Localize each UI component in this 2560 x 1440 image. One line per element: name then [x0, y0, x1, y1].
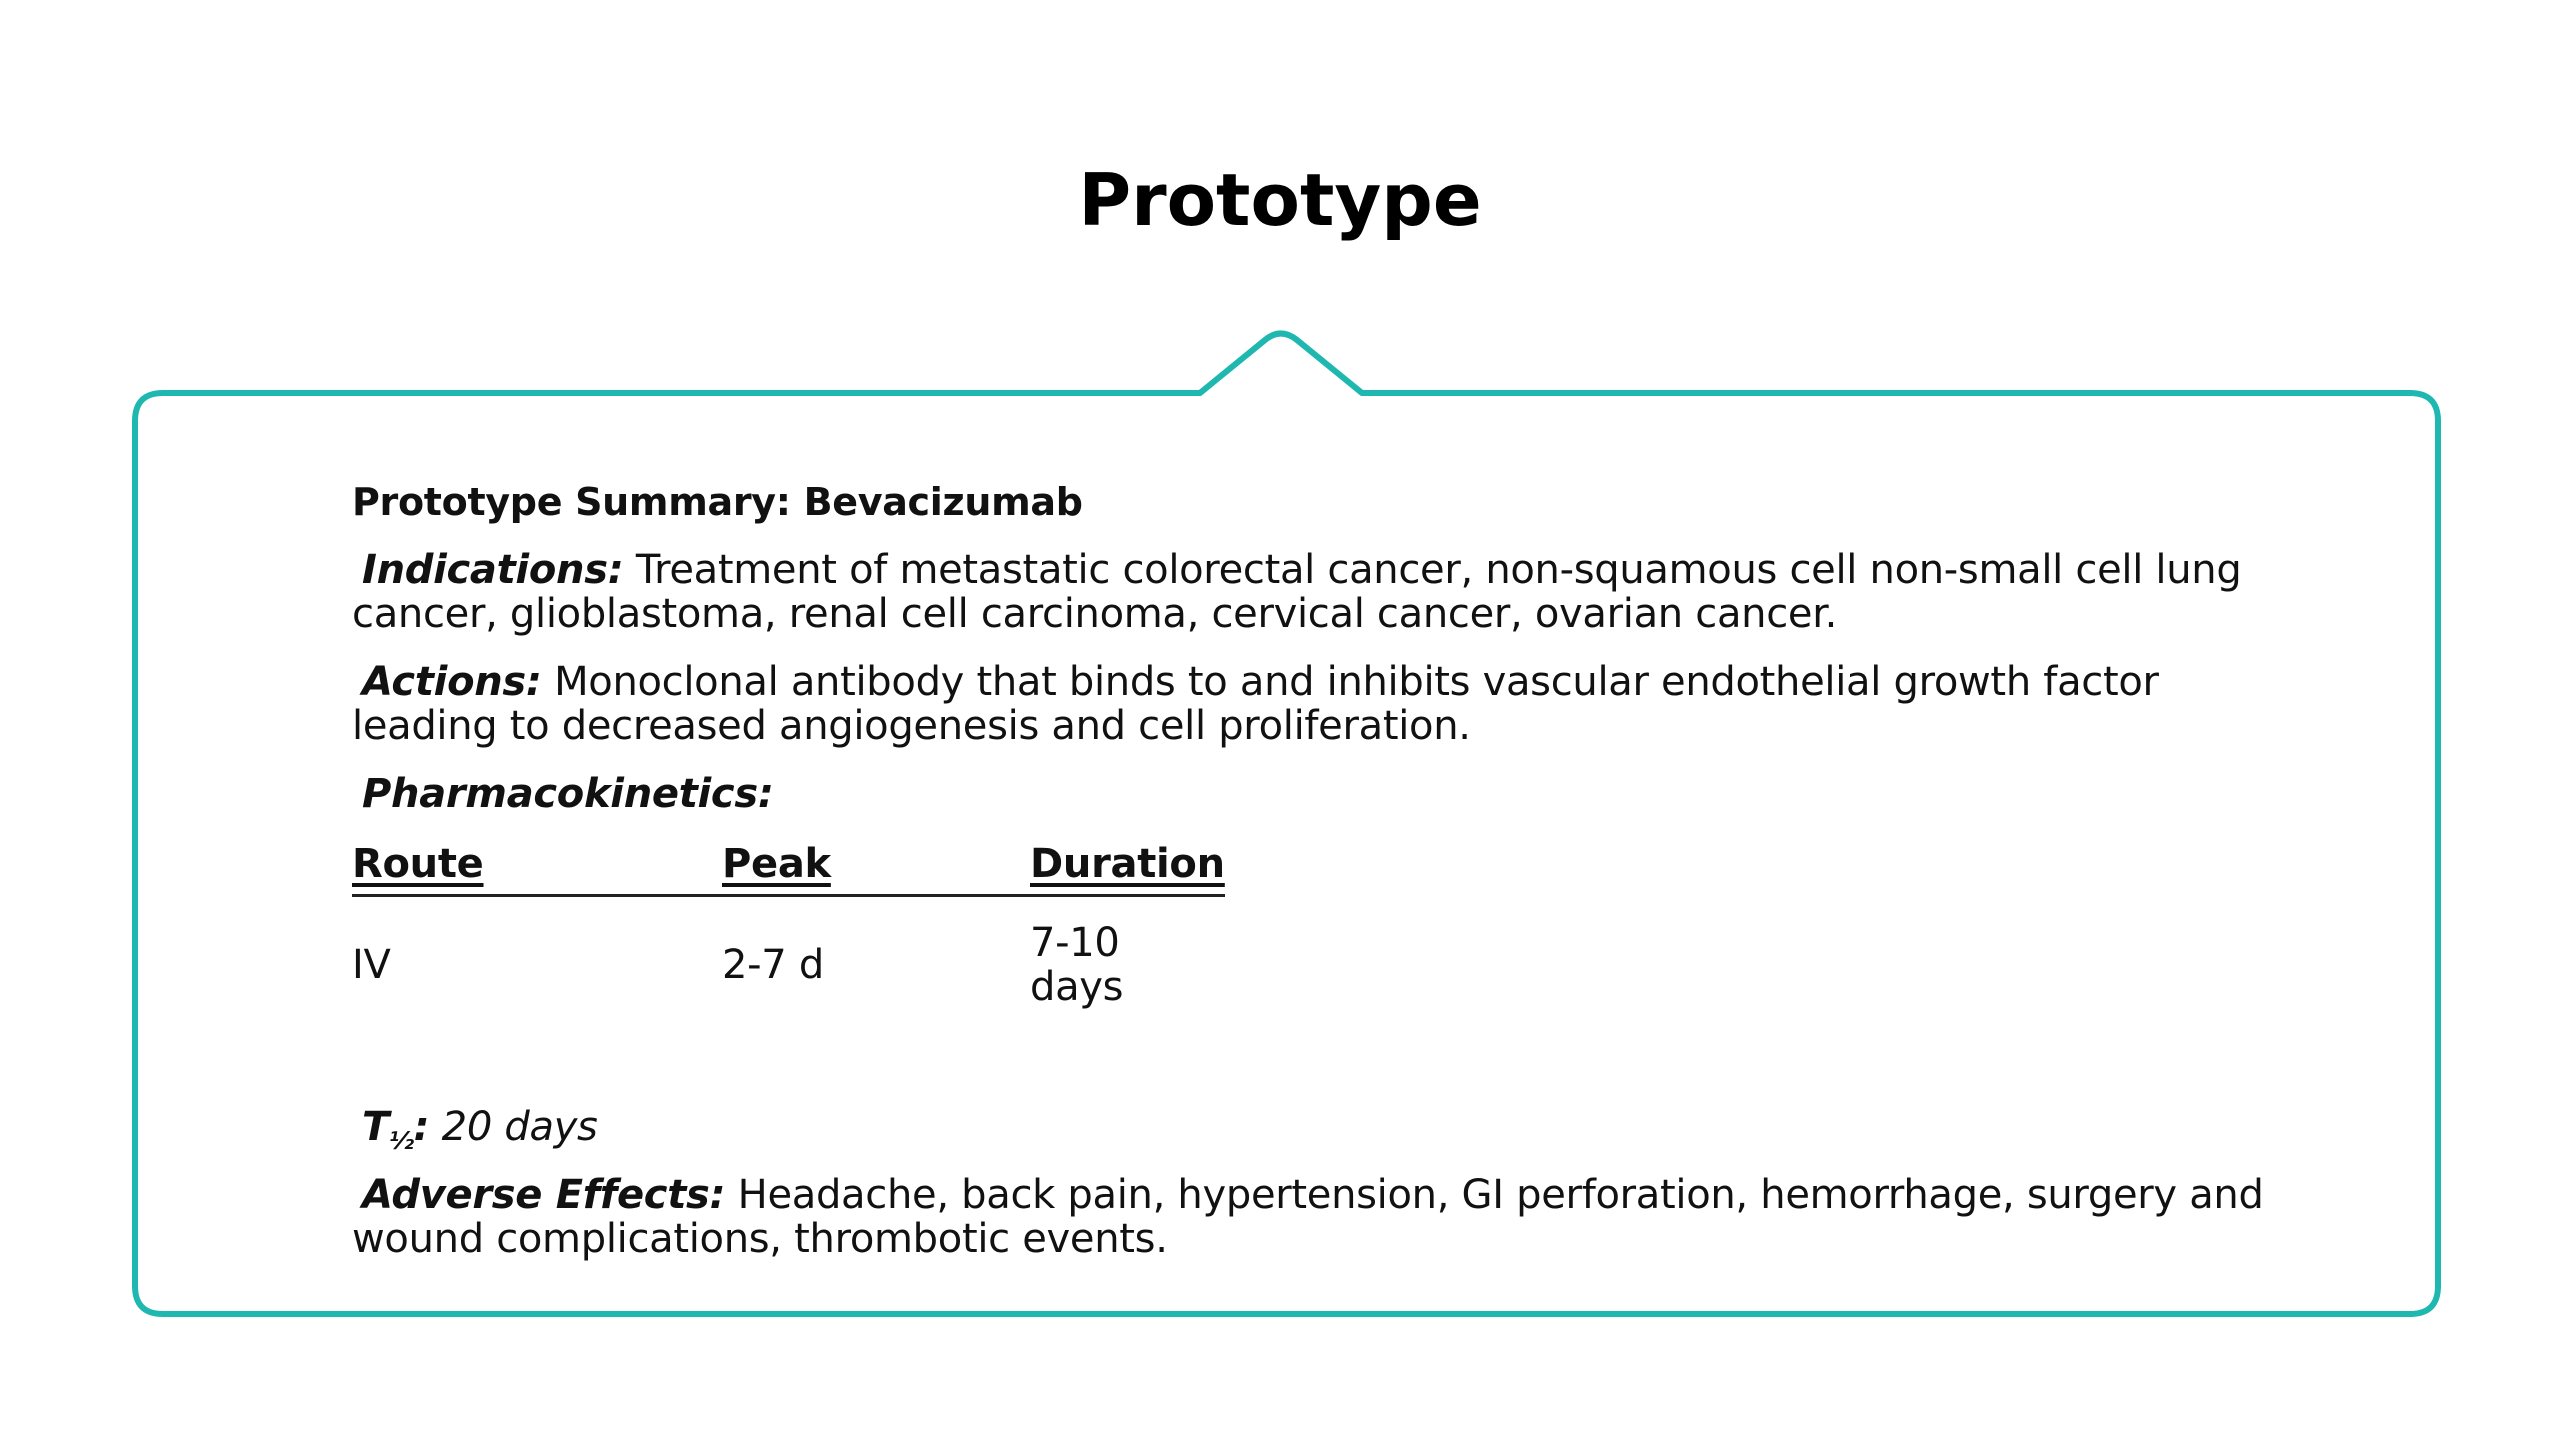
- pk-header-route: Route: [352, 842, 722, 896]
- pk-header-peak: Peak: [722, 842, 1030, 896]
- indications-text: Treatment of metastatic colorectal cancer, non-squamous cell non-small cell lung cancer, glioblastoma, renal cell carcinoma, cervical cancer, ovarian cancer.: [352, 547, 2242, 637]
- table-row: [352, 896, 1225, 1010]
- adverse-effects-paragraph: [352, 1173, 2302, 1261]
- pk-table-header-row: [352, 842, 1225, 896]
- indications-paragraph: [352, 548, 2302, 636]
- pk-header-duration: Duration: [1030, 842, 1225, 896]
- actions-text: Monoclonal antibody that binds to and inhibits vascular endothelial growth factor leading to decreased angiogenesis and cell proliferation.: [352, 659, 2159, 749]
- pk-cell-duration: 7-10 days: [1030, 920, 1124, 1010]
- adverse-effects-label: Adverse Effects:: [362, 1172, 726, 1218]
- actions-paragraph: [352, 660, 2302, 748]
- half-life-colon: :: [413, 1104, 430, 1150]
- adverse-effects-text: Headache, back pain, hypertension, GI perforation, hemorrhage, surgery and wound complications, thrombotic events.: [352, 1172, 2264, 1262]
- pharmacokinetics-table: [352, 842, 1225, 1009]
- summary-heading: Prototype Summary: Bevacizumab: [352, 480, 1083, 524]
- pharmacokinetics-heading: Pharmacokinetics:: [362, 771, 774, 817]
- half-life-line: [352, 1104, 2302, 1155]
- half-life-subscript: ½: [389, 1127, 414, 1155]
- pk-cell-route: IV: [352, 942, 391, 988]
- half-life-t: T: [362, 1104, 389, 1150]
- half-life-label: [352, 1104, 430, 1155]
- slide-title: Prototype: [1078, 158, 1482, 242]
- prototype-summary: [352, 480, 2302, 1285]
- indications-label: Indications:: [362, 547, 624, 593]
- actions-label: Actions:: [362, 659, 542, 705]
- pk-cell-peak: 2-7 d: [722, 942, 824, 988]
- half-life-value: 20 days: [441, 1104, 598, 1150]
